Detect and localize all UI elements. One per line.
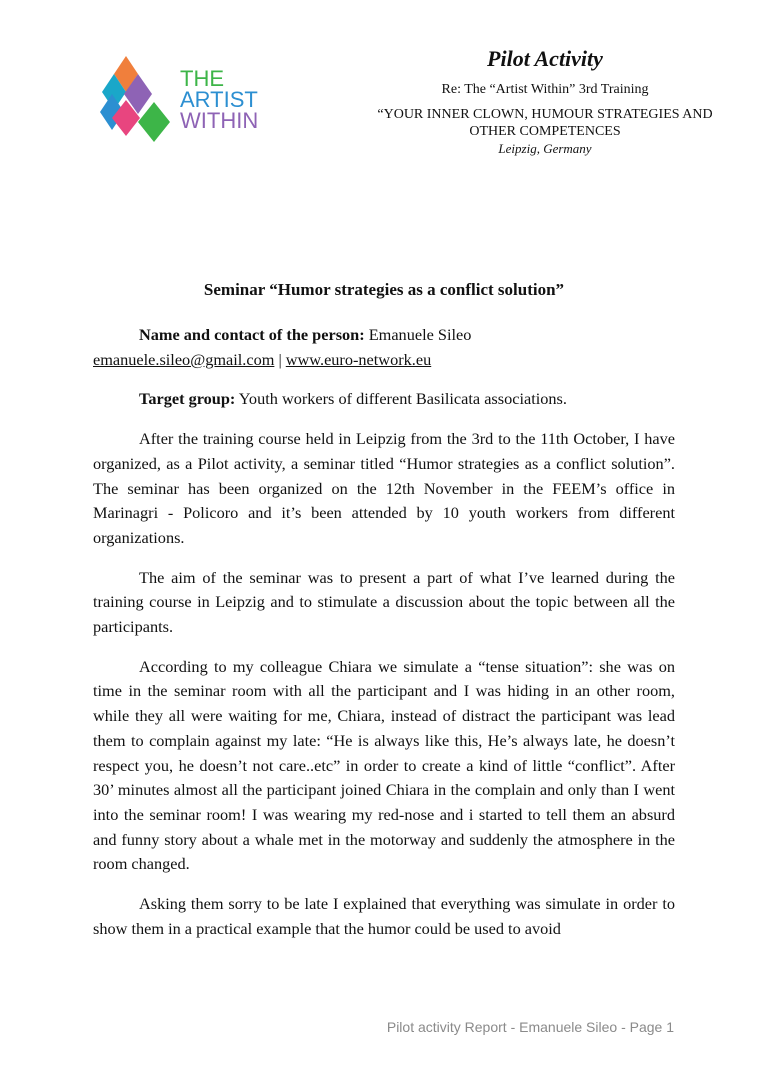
contact-section: [93, 323, 675, 372]
document-header: [360, 46, 730, 157]
contact-links: [93, 348, 675, 373]
link-separator: |: [274, 349, 286, 369]
target-text: Youth workers of different Basilicata associations.: [235, 389, 567, 409]
contact-label: Name and contact of the person:: [139, 325, 365, 344]
paragraph-2: The aim of the seminar was to present a part of what I’ve learned during the training course in Leipzig and to stimulate a discussion about the topic between all the participants.: [93, 567, 675, 637]
contact-line: [93, 323, 675, 348]
header-title: Pilot Activity: [487, 46, 603, 71]
paragraph-3: According to my colleague Chiara we simulate a “tense situation”: she was on time in the seminar room with all the participant and I was hiding in an other room, while they all were waiting for me, Chiara, instead of distract the participant was lead them to complain against my late: “He is always like this, He’s always late, he doesn’t respect you, he doesn’t not care..etc” in order to create a kind of little “conflict”. After 30’ minutes almost all the participant joined Chiara in the complain and only than I went into the seminar room! I was wearing my red-nose and i started to tell them an absurd and funny story about a whale met in the motorway and suddenly the atmosphere in the room changed.: [93, 656, 675, 874]
document-body: [93, 323, 675, 956]
paragraph-1: After the training course held in Leipzig from the 3rd to the 11th October, I have organized, as a Pilot activity, a seminar titled “Humor strategies as a conflict solution”. The seminar has been organized on the 12th November in the FEEM’s office in Marinagri - Policoro and it’s been attended by 10 youth workers from different organizations.: [93, 429, 675, 547]
logo-word-artist: ARTIST: [180, 87, 258, 112]
target-group: [93, 387, 675, 412]
logo-word-within: WITHIN: [180, 108, 259, 133]
logo-diamond-green: [138, 102, 170, 142]
target-label: Target group:: [139, 389, 236, 409]
header-reference: Re: The “Artist Within” 3rd Training: [441, 82, 649, 97]
contact-name: Emanuele Sileo: [364, 325, 472, 344]
header-location: Leipzig, Germany: [498, 141, 592, 156]
logo-wordmark: [180, 68, 280, 131]
logo-word-the: THE: [180, 66, 224, 91]
website-link[interactable]: www.euro-network.eu: [285, 349, 432, 369]
header-theme: “YOUR INNER CLOWN, HUMOUR STRATEGIES AND OTHER COMPETENCES: [377, 107, 713, 139]
email-link[interactable]: emanuele.sileo@gmail.com: [93, 349, 275, 369]
seminar-title: Seminar “Humor strategies as a conflict solution”: [203, 280, 565, 299]
page-footer: Pilot activity Report - Emanuele Sileo - Page 1: [386, 1019, 674, 1035]
paragraph-4: Asking them sorry to be late I explained that everything was simulate in order to show them in a practical example that the humor could be used to avoid: [93, 894, 675, 938]
